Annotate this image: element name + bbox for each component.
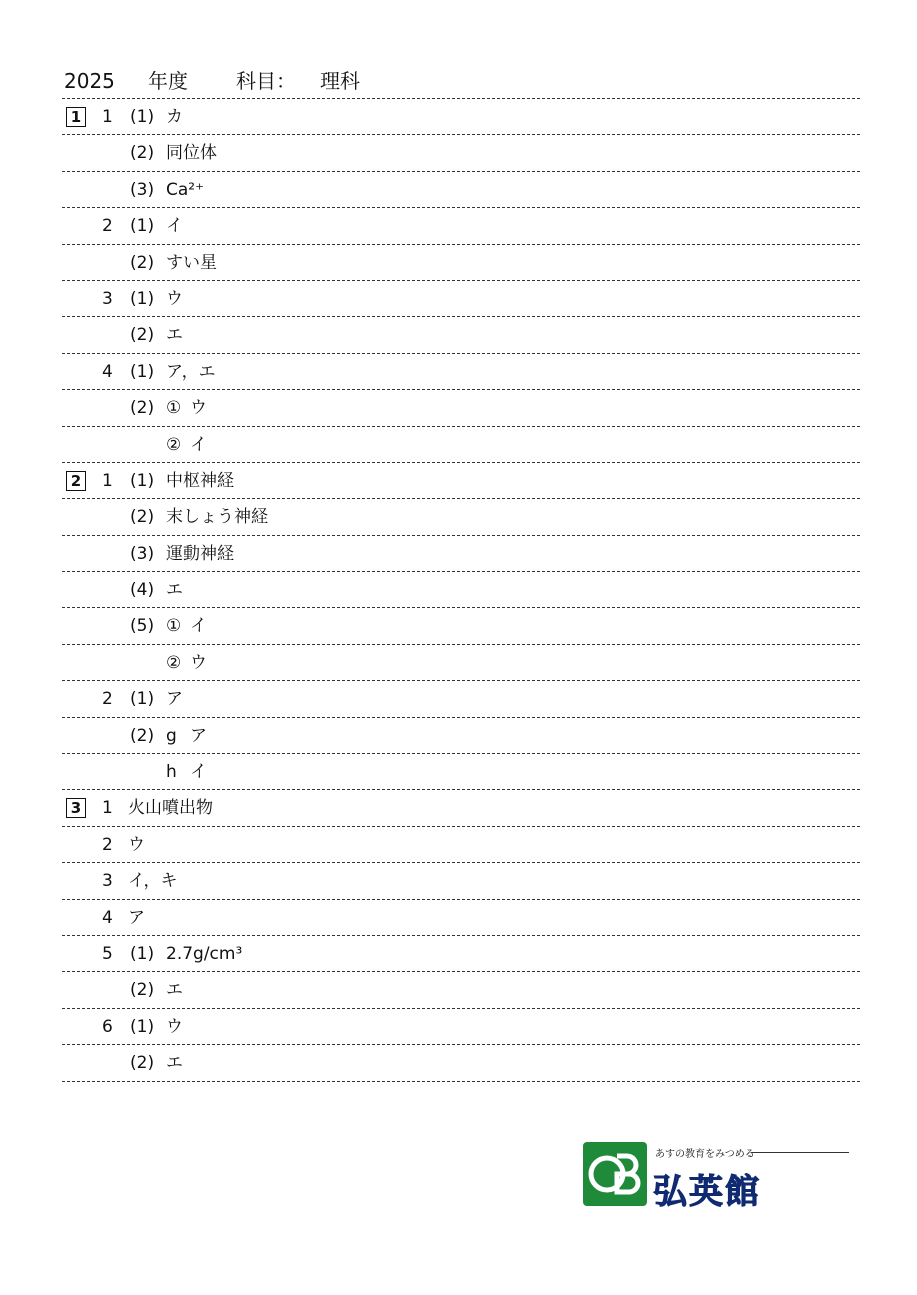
answer-text: エ [166, 980, 183, 1001]
answer-text: 中枢神経 [166, 470, 234, 491]
answer-text: イ [166, 216, 183, 237]
subquestion-number: (1) [130, 1016, 155, 1037]
answer-text: カ [166, 107, 183, 127]
subquestion-number: (2) [130, 398, 155, 419]
subquestion-number: (3) [130, 179, 155, 200]
question-number: 4 [102, 907, 113, 928]
question-number: 4 [102, 361, 113, 382]
question-number: 6 [102, 1016, 113, 1037]
answer-text: エ [166, 580, 183, 601]
answer-text: イ [190, 434, 207, 455]
subquestion-number: (1) [130, 361, 155, 382]
answer-text: すい星 [166, 252, 217, 273]
answer-text: 火山噴出物 [128, 798, 213, 819]
answer-row [62, 863, 860, 899]
answer-text: 同位体 [166, 143, 217, 164]
answer-text: ウ [166, 288, 183, 309]
nendo-label: 年度 [148, 69, 188, 93]
answer-row [62, 536, 860, 572]
document-header [64, 66, 360, 96]
subquestion-number: (1) [130, 689, 155, 710]
answer-row [62, 681, 860, 717]
subquestion-number: (2) [130, 143, 155, 164]
answer-text: ウ [190, 398, 207, 419]
subsubquestion-label: g [166, 725, 177, 746]
question-number: 1 [102, 470, 113, 491]
answer-row [62, 645, 860, 681]
subquestion-number: (1) [130, 943, 155, 964]
logo-mark-icon [583, 1142, 647, 1206]
subsubquestion-label: ① [166, 616, 182, 637]
answer-text: ウ [166, 1016, 183, 1037]
answer-text: エ [166, 1053, 183, 1074]
subquestion-number: (1) [130, 288, 155, 309]
answer-row [62, 281, 860, 317]
answer-row [62, 972, 860, 1008]
subject-label: 科目： [236, 69, 296, 93]
subsubquestion-label: ② [166, 434, 182, 455]
answer-row [62, 936, 860, 972]
subquestion-number: (2) [130, 725, 155, 746]
question-number: 1 [102, 798, 113, 819]
answer-text: ア [128, 907, 145, 928]
question-number: 2 [102, 689, 113, 710]
section-number: 3 [66, 798, 86, 818]
subquestion-number: (2) [130, 252, 155, 273]
answer-text: イ [190, 762, 207, 783]
answer-text: ア [166, 689, 183, 710]
subquestion-number: (2) [130, 1053, 155, 1074]
answer-text: イ，キ [128, 871, 178, 892]
answer-row [62, 572, 860, 608]
logo-name: 弘英館 [653, 1172, 761, 1212]
section-number: 2 [66, 471, 86, 491]
answer-row [62, 499, 860, 535]
subquestion-number: (1) [130, 216, 155, 237]
answer-text: ア，エ [166, 361, 216, 382]
subquestion-number: (5) [130, 616, 155, 637]
answer-row [62, 99, 860, 135]
subsubquestion-label: ② [166, 652, 182, 673]
answer-row [62, 172, 860, 208]
logo-rule [751, 1152, 849, 1153]
answer-row [62, 827, 860, 863]
answer-row [62, 390, 860, 426]
answer-row [62, 608, 860, 644]
subsubquestion-label: ① [166, 398, 182, 419]
answer-text: イ [190, 616, 207, 637]
answer-row [62, 354, 860, 390]
year: 2025 [64, 69, 115, 93]
question-number: 2 [102, 834, 113, 855]
subquestion-number: (2) [130, 325, 155, 346]
answer-row [62, 1009, 860, 1045]
answer-list [62, 99, 860, 1082]
answer-text: ウ [128, 834, 145, 855]
answer-row [62, 208, 860, 244]
subsubquestion-label: h [166, 762, 177, 783]
question-number: 2 [102, 216, 113, 237]
subquestion-number: (2) [130, 507, 155, 528]
answer-text: 末しょう神経 [166, 507, 268, 528]
subquestion-number: (2) [130, 980, 155, 1001]
answer-text: 運動神経 [166, 543, 234, 564]
answer-text: エ [166, 325, 183, 346]
answer-row [62, 718, 860, 754]
answer-text: Ca²⁺ [166, 179, 205, 200]
answer-row [62, 427, 860, 463]
logo-tagline: あすの教育をみつめる [655, 1149, 755, 1160]
answer-row [62, 135, 860, 171]
question-number: 5 [102, 943, 113, 964]
question-number: 1 [102, 107, 113, 127]
subquestion-number: (1) [130, 107, 155, 127]
answer-text: 2.7g/cm³ [166, 943, 243, 964]
question-number: 3 [102, 871, 113, 892]
subquestion-number: (4) [130, 580, 155, 601]
question-number: 3 [102, 288, 113, 309]
subquestion-number: (1) [130, 470, 155, 491]
answer-row [62, 1045, 860, 1081]
answer-row [62, 900, 860, 936]
answer-text: ウ [190, 652, 207, 673]
publisher-logo [583, 1142, 853, 1212]
answer-text: ア [190, 725, 207, 746]
section-number: 1 [66, 107, 86, 127]
answer-row [62, 790, 860, 826]
subject-value: 理科 [320, 69, 360, 93]
answer-row [62, 754, 860, 790]
answer-row [62, 317, 860, 353]
subquestion-number: (3) [130, 543, 155, 564]
answer-row [62, 245, 860, 281]
answer-row [62, 463, 860, 499]
